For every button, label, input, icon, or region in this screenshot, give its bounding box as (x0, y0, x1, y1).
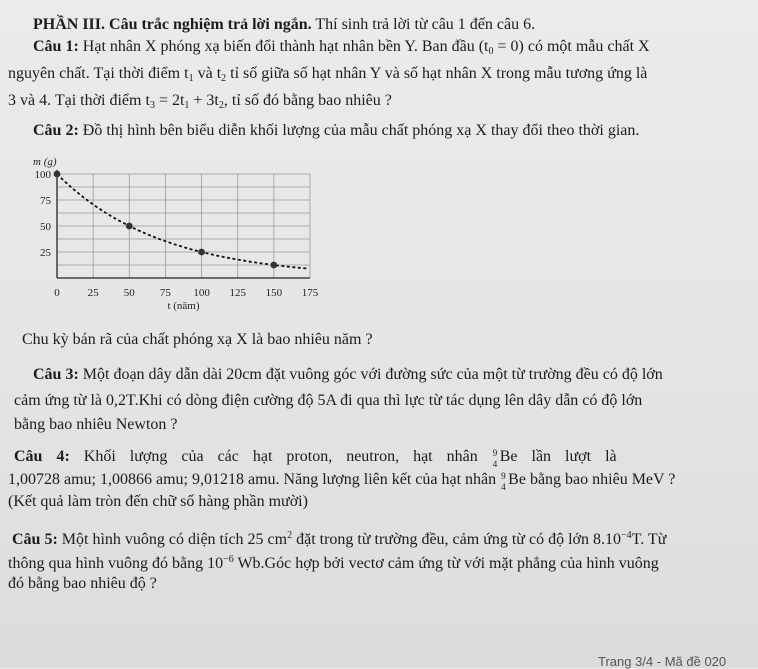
x-axis-label: t (năm) (167, 300, 200, 312)
q5-line-2 (8, 550, 659, 574)
y-tick-label: 25 (40, 247, 51, 259)
q1-text: có một mẫu chất X (527, 38, 650, 55)
data-point (126, 223, 133, 230)
q1-label: Câu 1: (33, 38, 79, 55)
x-tick-label: 150 (265, 287, 283, 299)
q1-t1: $t_1$ (184, 65, 194, 84)
chart-axes (57, 170, 310, 278)
q1-line-3 (8, 91, 392, 116)
q1-text: 3 và 4. Tại thời điểm (8, 92, 142, 109)
q1-line-1 (33, 37, 650, 62)
x-tick-label: 0 (54, 287, 60, 299)
data-point (198, 249, 205, 256)
section-instruction: Thí sinh trả lời từ câu 1 đến câu 6. (315, 16, 536, 33)
q1-line-2 (8, 64, 647, 89)
q3-label: Câu 3: (33, 366, 79, 383)
chart-labels (33, 156, 319, 312)
x-tick-label: 175 (301, 287, 319, 299)
section-title: PHẦN III. Câu trắc nghiệm trả lời ngắn. (33, 16, 312, 33)
data-point (270, 262, 277, 269)
q4-text: bằng bao nhiêu MeV ? (529, 471, 676, 488)
q5-text: Wb.Góc hợp bởi vectơ cảm ứng từ với mặt phẳng của hình vuông (237, 555, 659, 572)
q4-text: lần lượt là (531, 448, 617, 465)
q5-flux: $10^{-6}$ (207, 554, 234, 572)
x-tick-label: 75 (159, 287, 171, 299)
q1-text: , tỉ số đó bằng bao nhiêu ? (223, 92, 392, 109)
q1-text: và (197, 65, 213, 82)
q4-line-2 (8, 468, 675, 490)
q5-area: 25 $cm^2$ (247, 530, 293, 548)
x-tick-label: 100 (193, 287, 210, 299)
x-tick-label: 25 (87, 287, 99, 299)
y-tick-label: 50 (40, 221, 51, 233)
x-tick-label: 125 (229, 287, 246, 299)
q2-label: Câu 2: (33, 122, 79, 139)
q4-text: 1,00728 amu; 1,00866 amu; 9,01218 amu. Năng lượng liên kết của hạt nhân (8, 471, 497, 488)
be-nucleus: 9 4 Be (501, 471, 526, 492)
q3-text: Một đoạn dây dẫn dài 20cm đặt vuông góc với đường sức của một từ trường đều có độ lớn (82, 366, 663, 383)
q5-line-3: đó bằng bao nhiêu độ ? (8, 575, 157, 592)
q1-text: Hạt nhân X phóng xạ biến đổi thành hạt nhân bền Y. Ban đầu (82, 38, 475, 55)
y-axis-label: m (g) (33, 156, 57, 168)
q3-line-1 (33, 365, 663, 385)
data-point (54, 171, 61, 178)
q2-question: Chu kỳ bán rã của chất phóng xạ X là bao nhiêu năm ? (22, 331, 373, 348)
q2-text: Đồ thị hình bên biểu diễn khối lượng của mẫu chất phóng xạ X thay đổi theo thời gian. (82, 122, 640, 139)
q5-text: Một hình vuông có diện tích (61, 531, 244, 548)
q4-label: Câu 4: (14, 448, 70, 465)
section-header (33, 15, 535, 35)
q1-t2: $t_2$ (216, 65, 227, 84)
decay-curve (57, 174, 309, 269)
q5-text: T. Từ (631, 531, 667, 548)
q1-t0: $(t_0 = 0)$ (478, 38, 524, 57)
q1-t3-expr: $t_3 = 2t_1 + 3t_2$ (145, 92, 224, 111)
q1-text: tỉ số giữa số hạt nhân Y và số hạt nhân X trong mẫu tương ứng là (230, 65, 648, 82)
q4-line-1 (14, 445, 617, 467)
q4-line-3: (Kết quả làm tròn đến chữ số hàng phần mười) (8, 493, 308, 510)
page-footer: Trang 3/4 - Mã đề 020 (598, 654, 727, 669)
q4-text: Khối lượng của các hạt proton, neutron, hạt nhân (83, 448, 478, 465)
q2-line-1 (33, 121, 639, 141)
q1-text: nguyên chất. Tại thời điểm (8, 65, 181, 82)
y-tick-label: 100 (34, 169, 51, 181)
q5-line-1 (12, 526, 666, 550)
y-tick-label: 75 (40, 195, 51, 207)
x-tick-label: 50 (123, 287, 135, 299)
q5-label: Câu 5: (12, 531, 58, 548)
decay-chart (20, 152, 320, 317)
q3-line-3: bằng bao nhiêu Newton ? (14, 416, 178, 433)
q5-b-value: $8.10^{-4}$ (592, 530, 632, 548)
q5-text: thông qua hình vuông đó bằng (8, 555, 204, 572)
chart-curve (57, 174, 309, 269)
q5-text: đặt trong từ trường đều, cảm ứng từ có độ lớn (296, 531, 589, 548)
q3-line-2: cảm ứng từ là 0,2T.Khi có dòng điện cường độ 5A đi qua thì lực từ tác dụng lên dây dẫn có độ lớn (14, 392, 643, 409)
be-nucleus: 9 4 Be (492, 448, 518, 469)
